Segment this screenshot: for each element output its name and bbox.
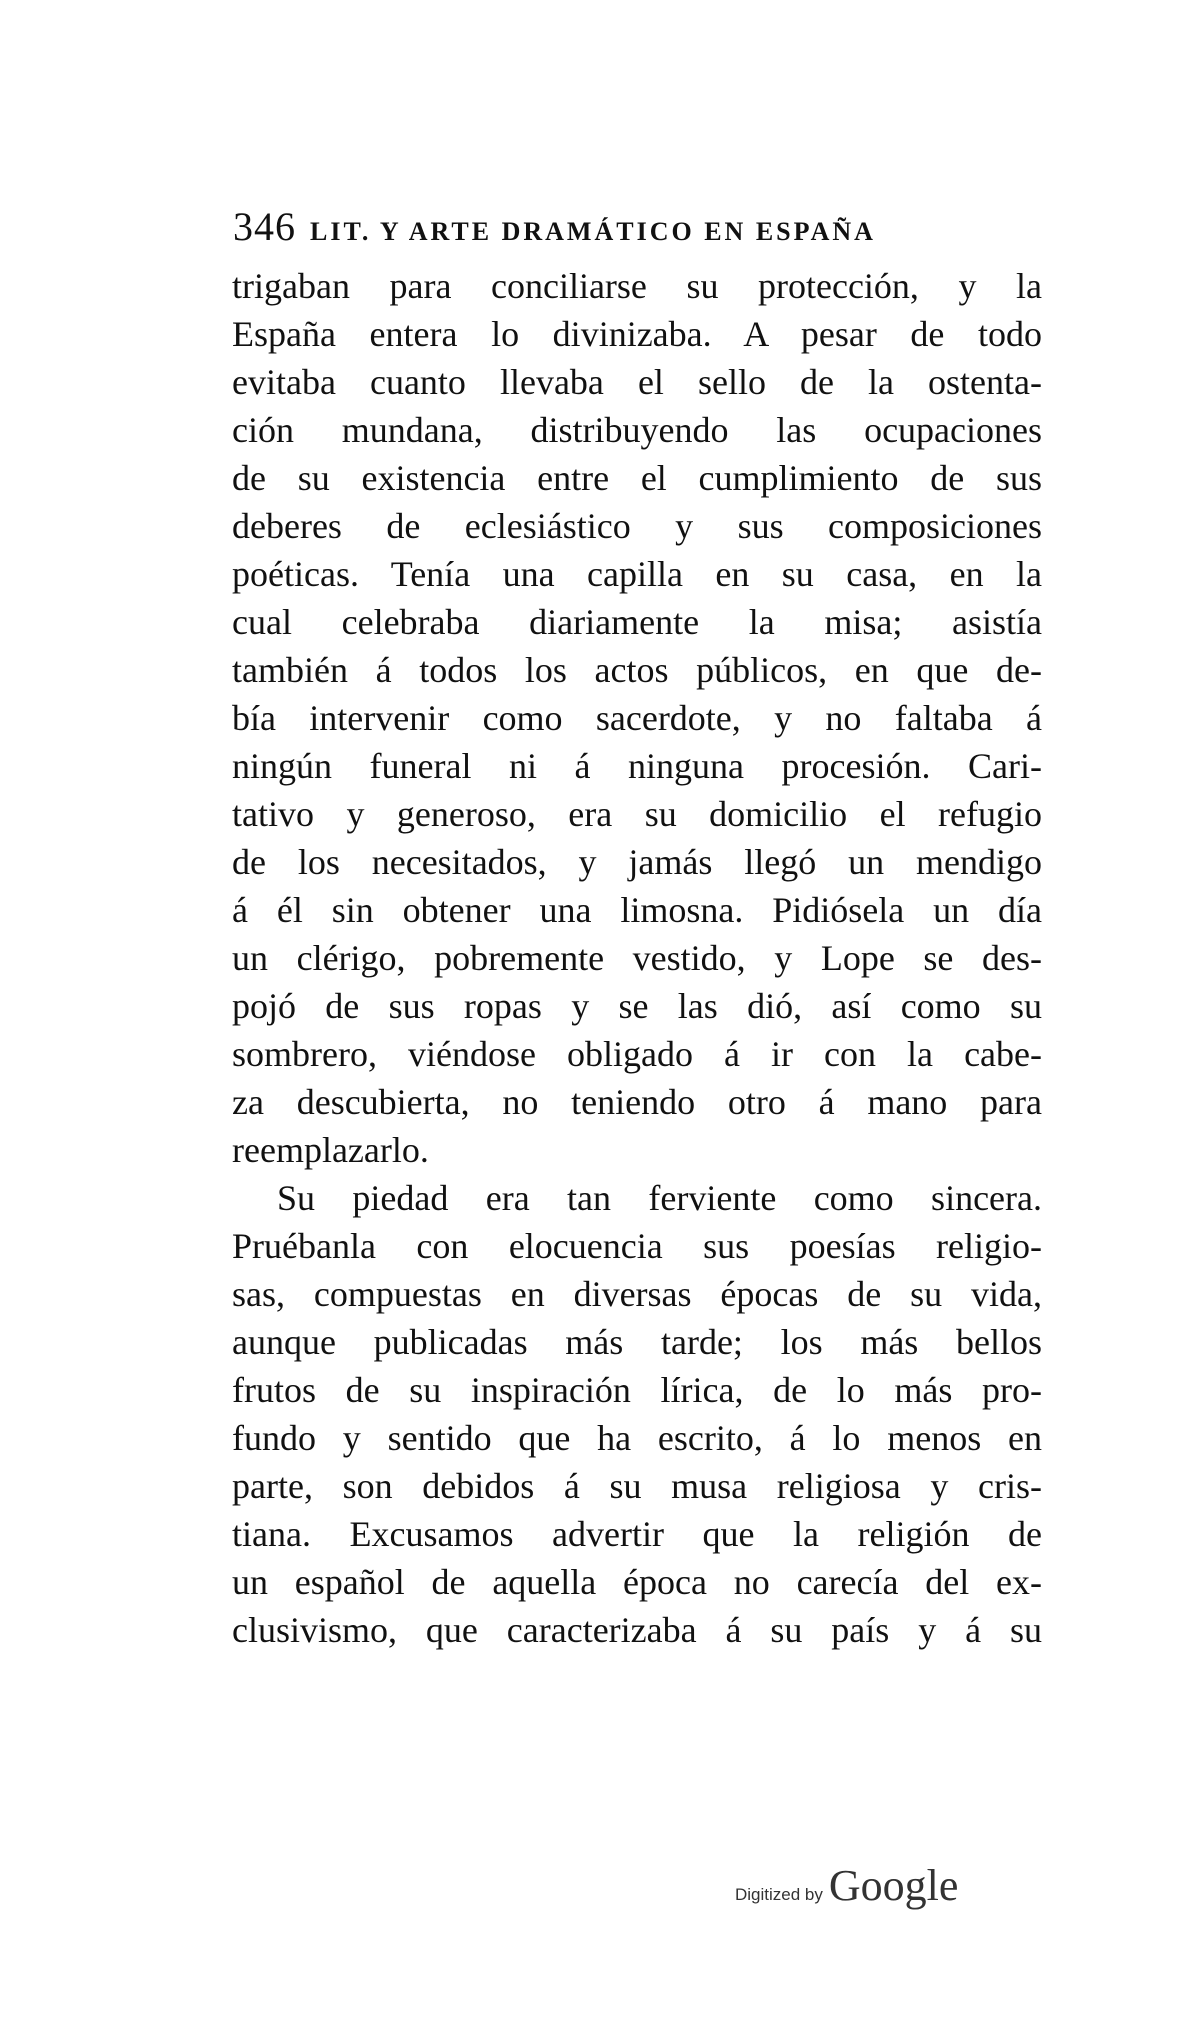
- text-line: pojó de sus ropas y se las dió, así como su: [232, 986, 1042, 1026]
- paragraph-2: [232, 1174, 1042, 1654]
- text-line: tativo y generoso, era su domicilio el refugio: [232, 794, 1042, 834]
- text-line: tiana. Excusamos advertir que la religión de: [232, 1514, 1042, 1554]
- text-line: aunque publicadas más tarde; los más bellos: [232, 1322, 1042, 1362]
- body-text: [232, 262, 1042, 1654]
- text-line: parte, son debidos á su musa religiosa y cris-: [232, 1466, 1042, 1506]
- text-line: trigaban para conciliarse su protección, y la: [232, 266, 1042, 306]
- text-line: fundo y sentido que ha escrito, á lo menos en: [232, 1418, 1042, 1458]
- text-line: Pruébanla con elocuencia sus poesías religio-: [232, 1226, 1042, 1266]
- text-line: ción mundana, distribuyendo las ocupaciones: [232, 410, 1042, 450]
- text-line: España entera lo divinizaba. A pesar de todo: [232, 314, 1042, 354]
- running-title: LIT. Y ARTE DRAMÁTICO EN ESPAÑA: [310, 217, 876, 246]
- text-line: frutos de su inspiración lírica, de lo más pro-: [232, 1370, 1042, 1410]
- text-line: á él sin obtener una limosna. Pidiósela un día: [232, 890, 1042, 930]
- text-line: de los necesitados, y jamás llegó un mendigo: [232, 842, 1042, 882]
- text-line: bía intervenir como sacerdote, y no faltaba á: [232, 698, 1042, 738]
- text-line: clusivismo, que caracterizaba á su país y á su: [232, 1610, 1042, 1650]
- page-number: 346: [233, 204, 296, 249]
- text-line: de su existencia entre el cumplimiento de sus: [232, 458, 1042, 498]
- text-line: deberes de eclesiástico y sus composiciones: [232, 506, 1042, 546]
- text-line: ningún funeral ni á ninguna procesión. Cari-: [232, 746, 1042, 786]
- text-line: za descubierta, no teniendo otro á mano para: [232, 1082, 1042, 1122]
- text-line: un español de aquella época no carecía del ex-: [232, 1562, 1042, 1602]
- text-line: reemplazarlo.: [232, 1130, 429, 1170]
- text-line: sombrero, viéndose obligado á ir con la cabe-: [232, 1034, 1042, 1074]
- text-line: sas, compuestas en diversas épocas de su vida,: [232, 1274, 1042, 1314]
- google-wordmark: Google: [828, 1861, 959, 1910]
- text-line: poéticas. Tenía una capilla en su casa, en la: [232, 554, 1042, 594]
- text-line: Su piedad era tan ferviente como sincera.: [277, 1178, 1042, 1218]
- text-line: también á todos los actos públicos, en que de-: [232, 650, 1042, 690]
- text-line: evitaba cuanto llevaba el sello de la ostenta-: [232, 362, 1042, 402]
- running-head: [233, 203, 1053, 253]
- digitized-by-watermark: [735, 1860, 958, 1911]
- paragraph-1: [232, 262, 1042, 1174]
- digitized-by-text: Digitized by: [735, 1885, 823, 1904]
- text-line: un clérigo, pobremente vestido, y Lope se des-: [232, 938, 1042, 978]
- text-line: cual celebraba diariamente la misa; asistía: [232, 602, 1042, 642]
